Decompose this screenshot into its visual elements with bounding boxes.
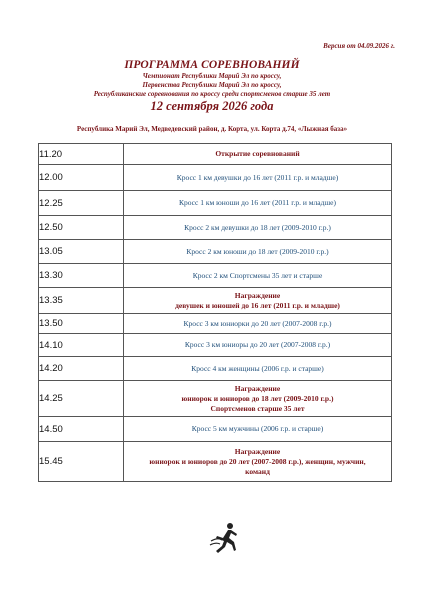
schedule-award-event (124, 288, 392, 314)
schedule-event (124, 334, 392, 357)
event-text: Кросс 2 км Спортсмены 35 лет и старше (192, 270, 323, 280)
schedule-time: 11.20 (39, 144, 124, 165)
runner-icon (208, 521, 242, 555)
schedule-row (39, 144, 392, 165)
subtitle-line: Республиканские соревнования по кроссу среди спортсменов старше 35 лет (93, 90, 331, 98)
schedule-award-event (124, 442, 392, 482)
subtitle-line: Первенства Республики Марий Эл по кроссу, (142, 81, 282, 89)
event-text: Награждение (234, 383, 281, 393)
schedule-time: 13.30 (39, 264, 124, 288)
schedule-row (39, 314, 392, 334)
event-text: команд (245, 466, 270, 476)
version-note: Версия от 04.09.2026 г. (323, 42, 395, 50)
schedule-event (124, 417, 392, 442)
schedule-row (39, 288, 392, 314)
schedule-row (39, 334, 392, 357)
event-text: Награждение (234, 290, 281, 300)
event-text: Кросс 2 км девушки до 18 лет (2009-2010 г.р.) (184, 222, 331, 232)
schedule-time: 14.25 (39, 381, 124, 417)
schedule-row (39, 165, 392, 191)
event-text: Кросс 4 км женщины (2006 г.р. и старше) (191, 363, 324, 373)
event-date: 12 сентября 2026 года (150, 99, 274, 113)
event-text: Кросс 2 км юноши до 18 лет (2009-2010 г.р.) (186, 246, 329, 256)
event-text: Кросс 3 км юниоры до 20 лет (2007-2008 г.р.) (184, 340, 331, 349)
event-text: Награждение (234, 446, 281, 456)
schedule-event (124, 357, 392, 381)
schedule-row (39, 357, 392, 381)
schedule-event (124, 216, 392, 240)
event-text: Кросс 5 км мужчины (2006 г.р. и старше) (191, 424, 324, 433)
schedule-event (124, 264, 392, 288)
schedule-time: 12.25 (39, 191, 124, 216)
schedule-row (39, 216, 392, 240)
schedule-time: 12.50 (39, 216, 124, 240)
schedule-row (39, 442, 392, 482)
schedule-time: 15.45 (39, 442, 124, 482)
event-text: юниорок и юниоров до 18 лет (2009-2010 г.р.) (181, 393, 334, 403)
schedule-row (39, 240, 392, 264)
schedule-time: 12.00 (39, 165, 124, 191)
venue-line: Республика Марий Эл, Медведевский район, д. Корта, ул. Корта д.74, «Лыжная база» (76, 125, 348, 133)
event-text: Кросс 1 км девушки до 16 лет (2011 г.р. и младше) (176, 172, 339, 182)
schedule-event (124, 240, 392, 264)
subtitle-line: Чемпионат Республики Марий Эл по кроссу, (142, 72, 282, 80)
event-text: Спортсменов старше 35 лет (210, 403, 305, 413)
event-text: юниорок и юниоров до 20 лет (2007-2008 г.р.), женщин, мужчин, (149, 456, 366, 466)
schedule-row (39, 417, 392, 442)
schedule-time: 13.50 (39, 314, 124, 334)
schedule-event (124, 165, 392, 191)
schedule-award-event (124, 144, 392, 165)
schedule-row (39, 264, 392, 288)
event-text: девушек и юношей до 16 лет (2011 г.р. и младше) (175, 300, 340, 310)
schedule-time: 14.10 (39, 334, 124, 357)
schedule-row (39, 191, 392, 216)
event-text: Кросс 1 км юноши до 16 лет (2011 г.р. и младше) (178, 198, 336, 207)
event-text: Кросс 3 км юниорки до 20 лет (2007-2008 г.р.) (183, 318, 332, 328)
program-title: ПРОГРАММА СОРЕВНОВАНИЙ (124, 59, 300, 71)
document-header (0, 58, 424, 114)
schedule-event (124, 314, 392, 334)
schedule-time: 14.50 (39, 417, 124, 442)
schedule-time: 13.05 (39, 240, 124, 264)
schedule-row (39, 381, 392, 417)
schedule-table (38, 143, 392, 482)
schedule-time: 14.20 (39, 357, 124, 381)
schedule-award-event (124, 381, 392, 417)
schedule-event (124, 191, 392, 216)
schedule-time: 13.35 (39, 288, 124, 314)
event-text: Открытие соревнований (215, 149, 300, 158)
